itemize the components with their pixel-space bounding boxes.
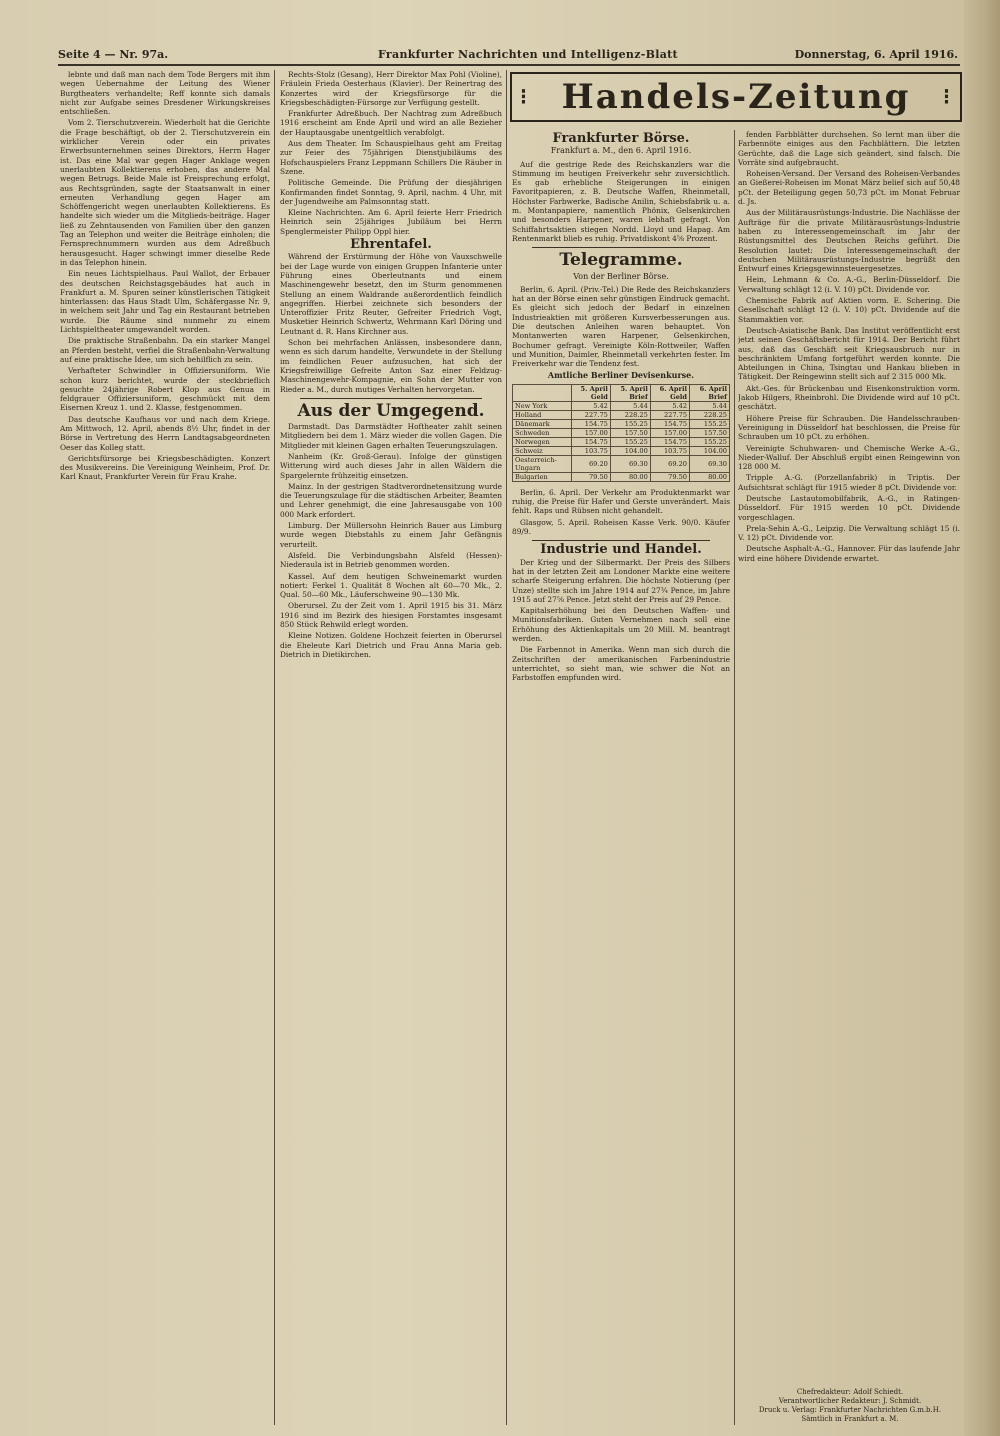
article-text: Ein neues Lichtspielhaus. Paul Wallot, der Erbauer des deutschen Reichstagsgebäudes hat auch in Frankfurt a. M. Spuren seiner künstlerischen Tätigkeit hinterlassen: das Haus Stadt Ulm, Schäfergasse Nr. 9, in welchem seit Jahr und Tag ein Restaurant betrieben wurde. Die Räume sind nunmehr zu einem Lichtspieltheater umgewandelt worden. [60, 269, 270, 335]
table-row [513, 401, 730, 410]
table-cell: Norwegen [513, 437, 572, 446]
article-text: Frankfurter Adreßbuch. Der Nachtrag zum Adreßbuch 1916 erscheint am Ende April und wird an alle Bezieher der Hauptausgabe unentgeltlich verabfolgt. [280, 109, 502, 137]
table-cell: 155.25 [610, 419, 650, 428]
article-text: Höhere Preise für Schrauben. Die Handelsschrauben-Vereinigung in Düsseldorf hat beschlossen, die Preise für Schrauben um 10 pCt. zu erhöhen. [738, 413, 960, 442]
section-heading-ehrentafel: Ehrentafel. [350, 237, 432, 253]
article-text: fenden Farbblätter durchsehen. So lernt man über die Farbennöte einiges aus den Fachblättern. Die letzten Gerüchte, daß die Lage sich geändert, sind falsch. Die Vorräte sind aufgebraucht. [738, 130, 960, 167]
table-cell: 69.30 [610, 455, 650, 472]
article-text: Glasgow, 5. April. Roheisen Kasse Verk. 90/0. Käufer 89/9. [512, 517, 730, 537]
article-text: Aus dem Theater. Im Schauspielhaus geht am Freitag zur Feier des 75jährigen Dienstjubiläums des Hofschauspielers Franz Leppmann Schillers Die Räuber in Szene. [280, 139, 502, 176]
table-cell: 104.00 [690, 446, 730, 455]
table-cell: 154.75 [650, 419, 689, 428]
table-cell: 155.25 [690, 437, 730, 446]
table-cell: 5.44 [690, 401, 730, 410]
table-row [513, 428, 730, 437]
table-cell: Dänemark [513, 419, 572, 428]
impressum-line: Verantwortlicher Redakteur: J. Schmidt. [778, 1397, 922, 1405]
newspaper-masthead: Frankfurter Nachrichten und Intelligenz-Blatt [378, 48, 678, 61]
table-cell: 5.42 [650, 401, 689, 410]
table-cell: 103.75 [650, 446, 689, 455]
article-text: Rechts-Stolz (Gesang), Herr Direktor Max Pohl (Violine), Fräulein Frieda Oesterhaus (Klavier). Der Reinertrag des Konzertes wird der Kriegsfürsorge für die Kriegsbeschädigten-Fürsorge zur Verfügung gestellt. [280, 70, 502, 107]
section-heading-industrie: Industrie und Handel. [540, 542, 702, 558]
article-text: Politische Gemeinde. Die Prüfung der diesjährigen Konfirmanden findet Sonntag, 9. April, nachm. 4 Uhr, mit der Jugendweihe am Palmsonntag statt. [280, 178, 502, 206]
table-cell: 155.25 [610, 437, 650, 446]
table-cell: 154.75 [571, 419, 610, 428]
article-text: Berlin, 6. April. (Priv.-Tel.) Die Rede des Reichskanzlers hat an der Börse einen sehr günstigen Eindruck gemacht. Es gleicht sich jedoch der Bedarf in einzelnen Industrieaktien mit größeren Kursverbesserungen aus. Die deutschen Anleihen waren behauptet. Von Montanwerten waren Harpener, Gelsenkirchen, Bochumer gefragt. Vereinigte Köln-Rottweiler, Waffen und Munition, Daimler, Rheinmetall verkehrten fester. Im Freiverkehr war die Tendenz fest. [512, 284, 730, 369]
article-text: Gerichtsfürsorge bei Kriegsbeschädigten. Konzert des Musikvereins. Die Vereinigung Weinheim, Prof. Dr. Karl Knaut, Frankfurter Verein für Frau Krahe. [60, 453, 270, 482]
article-text: Schon bei mehrfachen Anlässen, insbesondere dann, wenn es sich darum handelte, Verwundete in der Stellung im feindlichen Feuer aufzusuchen, hat sich der Kriegsfreiwillige Gefreite Anton Saz einer Feldzug-Maschinengewehr-Kompagnie, ein Sohn der Mutter von Rieder a. M., durch mutiges Verhalten hervorgetan. [280, 338, 502, 394]
article-text: Mainz. In der gestrigen Stadtverordnetensitzung wurde die Teuerungszulage für die städtischen Arbeiter, Beamten und Lehrer genehmigt, die eine Jahresausgabe von 100 000 Mark erfordert. [280, 481, 502, 519]
column-divider [274, 70, 275, 1425]
section-title: Handels-Zeitung [561, 77, 911, 117]
article-text: Oberursel. Zu der Zeit vom 1. April 1915 bis 31. März 1916 sind im Bezirk des hiesigen Forstamtes insgesamt 850 Stück Rehwild erlegt worden. [280, 601, 502, 630]
article-text: Kapitalserhöhung bei den Deutschen Waffen- und Munitionsfabriken. Guten Vernehmen nach soll eine Erhöhung des Aktienkapitals um 20 Mill. M. beantragt werden. [512, 606, 730, 643]
page-header [58, 44, 958, 66]
issue-date: Donnerstag, 6. April 1916. [794, 48, 958, 61]
article-text: Akt.-Ges. für Brückenbau und Eisenkonstruktion vorm. Jakob Hilgers, Rheinbrohl. Die Dividende wird auf 10 pCt. geschätzt. [738, 383, 960, 412]
table-cell: 154.75 [650, 437, 689, 446]
article-text: Kassel. Auf dem heutigen Schweinemarkt wurden notiert: Ferkel 1. Qualität 8 Wochen alt 60—70 Mk., 2. Qual. 50—60 Mk., Läuferschweine 90—130 Mk. [280, 571, 502, 600]
header-rule [58, 64, 960, 66]
table-cell: 227.75 [650, 410, 689, 419]
article-text: lebnte und daß man nach dem Tode Bergers mit ihm wegen Uebernahme der Leitung des Wiener Burgtheaters verhandelte; Reff konnte sich damals nicht zur Aufgabe seines Dresdener Wirkungskreises entschließen. [60, 70, 270, 117]
table-cell: New York [513, 401, 572, 410]
article-text: Deutsche Lastautomobilfabrik, A.-G., in Ratingen-Düsseldorf. Für 1915 werden 10 pCt. Dividende vorgeschlagen. [738, 493, 960, 522]
article-text: Alsfeld. Die Verbindungsbahn Alsfeld (Hessen)-Niederaula ist in Betrieb genommen worden. [280, 550, 502, 570]
section-heading-telegramme: Telegramme. [559, 250, 683, 271]
table-cell: 157.50 [690, 428, 730, 437]
subheading: Von der Berliner Börse. [573, 271, 669, 281]
table-cell: 104.00 [610, 446, 650, 455]
column-1 [60, 70, 270, 1425]
article-text: Während der Erstürmung der Höhe von Vauxschwelle bei der Lage wurde von einigen Gruppen Infanterie unter Führung eines Oberleutnants und einem Maschinengewehr besetzt, den im Sturm genommenen Stellung an einem Waldrande außerordentlich feindlich angegriffen. Hierbei zeichnete sich besonders der Unteroffizier Fritz Reuter, Gefreiter Friedrich Vogt, Musketier Heinrich Schwertz, Wehrmann Karl Döring und Leutnant d. R. Hans Kirchner aus. [280, 252, 502, 336]
column-3 [512, 130, 730, 1425]
page-spine-edge [964, 0, 1000, 1436]
table-row [513, 446, 730, 455]
handels-zeitung-banner [510, 72, 962, 122]
table-cell: Schweiz [513, 446, 572, 455]
article-text: Der Krieg und der Silbermarkt. Der Preis des Silbers hat in der letzten Zeit am Londoner Markte eine weitere scharfe Steigerung erfahren. Die höchste Notierung (per Unze) stellte sich im Jahre 1914 auf 27¾ Pence, im Jahre 1915 auf 27⅝ Pence. Jetzt steht der Preis auf 29 Pence. [512, 557, 730, 604]
banner-ornament: ⁝ [943, 84, 952, 110]
article-text: Aus der Militärausrüstungs-Industrie. Die Nachlässe der Aufträge für die private Militärausrüstungs-Industrie haben zu Interessengemeinschaft im Jahr der Rüstungsmittel des Deutschen Reichs geführt. Die Resolution lautet: Die Interessengemeinschaft der deutschen Militärausrüstungs-Industrie begrüßt den Entwurf eines Kriegsgewinnsteuergesetzes. [738, 208, 960, 274]
table-header-cell: 6. April Geld [650, 384, 689, 401]
article-text: Vereinigte Schuhwaren- und Chemische Werke A.-G., Nieder-Walluf. Der Abschluß ergibt einen Reingewinn von 128 000 M. [738, 443, 960, 472]
table-cell: 155.25 [690, 419, 730, 428]
impressum-line: Druck u. Verlag: Frankfurter Nachrichten G.m.b.H. [758, 1406, 942, 1414]
table-row [513, 437, 730, 446]
table-cell: 5.42 [571, 401, 610, 410]
section-heading-boerse: Frankfurter Börse. [552, 131, 690, 146]
table-cell: 157.00 [571, 428, 610, 437]
article-text: Tripple A.-G. (Porzellanfabrik) in Triptis. Der Aufsichtsrat schlägt für 1915 wieder 8 pCt. Dividende vor. [738, 473, 960, 492]
article-text: Deutsche Asphalt-A.-G., Hannover. Für das laufende Jahr wird eine höhere Dividende erwartet. [738, 544, 960, 563]
table-header-cell: 5. April Brief [610, 384, 650, 401]
article-text: Nanheim (Kr. Groß-Gerau). Infolge der günstigen Witterung wird auch dieses Jahr in allen Wäldern die Spargelernte frühzeitig einsetzen. [280, 451, 502, 480]
article-text: Prela-Sehin A.-G., Leipzig. Die Verwaltung schlägt 15 (i. V. 12) pCt. Dividende vor. [738, 523, 960, 543]
table-title: Amtliche Berliner Devisenkurse. [547, 369, 695, 380]
table-cell: Bulgarien [513, 472, 572, 481]
dateline: Frankfurt a. M., den 6. April 1916. [550, 146, 692, 156]
table-cell: 5.44 [610, 401, 650, 410]
article-text: Darmstadt. Das Darmstädter Hoftheater zahlt seinen Mitgliedern bei dem 1. März wieder die vollen Gagen. Die Mitglieder mit kleinen Gagen erhalten Teuerungszulagen. [280, 422, 502, 450]
table-row [513, 419, 730, 428]
table-cell: 79.50 [571, 472, 610, 481]
table-row [513, 472, 730, 481]
table-cell: 154.75 [571, 437, 610, 446]
table-cell: Schweden [513, 428, 572, 437]
table-cell: 103.75 [571, 446, 610, 455]
article-text: Verhafteter Schwindler in Offiziersuniform. Wie schon kurz berichtet, wurde der steckbrieflich gesuchte 24jährige Robert Klop aus Genua in feldgrauer Offiziersuniform, geschmückt mit dem Eisernen Kreuz 1. und 2. Klasse, festgenommen. [60, 366, 270, 413]
article-text: Chemische Fabrik auf Aktien vorm. E. Schering. Die Gesellschaft schlägt 12 (i. V. 10) pCt. Dividende auf die Stammaktien vor. [738, 296, 960, 324]
impressum [740, 1388, 960, 1424]
table-cell: 79.50 [650, 472, 689, 481]
article-text: Das deutsche Kaufhaus vor und nach dem Kriege. Am Mittwoch, 12. April, abends 8½ Uhr, findet in der Börse in Vertretung des Herrn Landtagsabgeordneten Oeser das Kolleg statt. [60, 414, 270, 452]
article-text: Hein, Lehmann & Co. A.-G., Berlin-Düsseldorf. Die Verwaltung schlägt 12 (i. V. 10) pCt. Dividende vor. [738, 275, 960, 294]
table-cell: 157.50 [610, 428, 650, 437]
article-text: Kleine Notizen. Goldene Hochzeit feierten in Oberursel die Eheleute Karl Dietrich und Frau Anna Maria geb. Dietrich in Dietikirchen. [280, 631, 502, 659]
devisen-table [512, 384, 730, 482]
table-row [513, 455, 730, 472]
table-cell: 80.00 [690, 472, 730, 481]
article-text: Die Farbennot in Amerika. Wenn man sich durch die Zeitschriften der amerikanischen Farbenindustrie unterrichtet, so sieht man, wie schwer die Not an Farbstoffen empfunden wird. [512, 645, 730, 683]
article-text: Limburg. Der Müllersohn Heinrich Bauer aus Limburg wurde wegen Diebstahls zu einem Jahr Gefängnis verurteilt. [280, 521, 502, 549]
banner-ornament: ⁝ [520, 84, 529, 110]
table-cell: 157.00 [650, 428, 689, 437]
table-header-cell [513, 384, 572, 401]
table-cell: Holland [513, 410, 572, 419]
column-2 [280, 70, 502, 1425]
table-cell: 80.00 [610, 472, 650, 481]
table-cell: 228.25 [610, 410, 650, 419]
column-divider [506, 70, 507, 1425]
table-cell: 227.75 [571, 410, 610, 419]
section-divider [532, 540, 710, 541]
page-number: Seite 4 — Nr. 97a. [58, 48, 169, 61]
article-text: Roheisen-Versand. Der Versand des Roheisen-Verbandes an Gießerei-Roheisen im Monat März belief sich auf 50,48 pCt. der Beteiligung gegen 50,73 pCt. im Monat Februar d. Js. [738, 169, 960, 207]
article-text: Deutsch-Asiatische Bank. Das Institut veröffentlicht erst jetzt seinen Geschäftsbericht für 1914. Der Bericht führt aus, daß das Geschäft seit Kriegsausbruch nur in beschränktem Umfang fortgeführt werden konnte. Die Abteilungen in China, Tsingtau und Hankau blieben in Tätigkeit. Der Reingewinn stellt sich auf 2 315 000 Mk. [738, 325, 960, 382]
article-text: Auf die gestrige Rede des Reichskanzlers war die Stimmung im heutigen Freiverkehr sehr zuversichtlich. Es gab erhebliche Steigerungen in einigen Favoritpapieren, z. B. Deutsche Waffen, Rheinmetall, Höchster Farbwerke, Badische Anilin, Schiebsfabrik u. a. m. Montanpapiere, namentlich Phönix, Gelsenkirchen und besonders Harpener, waren lebhaft gefragt. Von Schiffahrtsaktien stiegen Nordd. Lloyd und Hapag. Am Rentenmarkt blieb es ruhig. Privatdiskont 4⅝ Prozent. [512, 159, 730, 243]
table-header-cell: 5. April Geld [571, 384, 610, 401]
impressum-line: Sämtlich in Frankfurt a. M. [801, 1415, 899, 1423]
table-header-cell: 6. April Brief [690, 384, 730, 401]
table-cell: 69.30 [690, 455, 730, 472]
section-heading-umgegend: Aus der Umgegend. [297, 400, 485, 421]
article-text: Die praktische Straßenbahn. Da ein starker Mangel an Pferden besteht, verfiel die Straßenbahn-Verwaltung auf eine praktische Idee, um sich behilflich zu sein. [60, 336, 270, 364]
table-cell: 69.20 [650, 455, 689, 472]
section-divider [532, 247, 710, 248]
table-cell: Oesterreich-Ungarn [513, 455, 572, 472]
column-divider [734, 130, 735, 1425]
article-text: Berlin, 6. April. Der Verkehr am Produktenmarkt war ruhig, die Preise für Hafer und Gerste unverändert. Mais fehlt. Raps und Rübsen nicht gehandelt. [512, 487, 730, 516]
table-cell: 69.20 [571, 455, 610, 472]
table-cell: 228.25 [690, 410, 730, 419]
impressum-line: Chefredakteur: Adolf Schiedt. [796, 1388, 904, 1396]
section-divider [300, 398, 482, 399]
article-text: Kleine Nachrichten. Am 6. April feierte Herr Friedrich Heinrich sein 25jähriges Jubiläum bei Herrn Spenglermeister Philipp Oppl hier. [280, 208, 502, 236]
column-4 [738, 130, 960, 1425]
table-row [513, 410, 730, 419]
article-text: Vom 2. Tierschutzverein. Wiederholt hat die Gerichte die Frage beschäftigt, ob der 2. Tierschutzverein ein wirklicher Verein oder ein privates Erwerbsunternehmen seines Direktors, Herrn Hager ist. Das eine Mal war gegen Hager Anklage wegen unerlaubten Kollektierens erhoben, das andere Mal wegen Betrugs. Beide Male ist Freisprechung erfolgt, aus Rechtsgründen, sagte der Staatsanwalt in einer erneuten Verhandlung gegen Hager am Schöffengericht wegen unerlaubten Kollektierens. Es handelte sich wieder um die Mitglieds-beiträge. Hager ließ zu Zehntausenden von Familien über den ganzen Tag an Telephon und weiter die Beiträge einholen; die Fernsprechnummern wurden aus dem Adreßbuch herausgesucht. Hager schwingt immer dieselbe Rede in das Telephon hinein. [60, 118, 270, 267]
